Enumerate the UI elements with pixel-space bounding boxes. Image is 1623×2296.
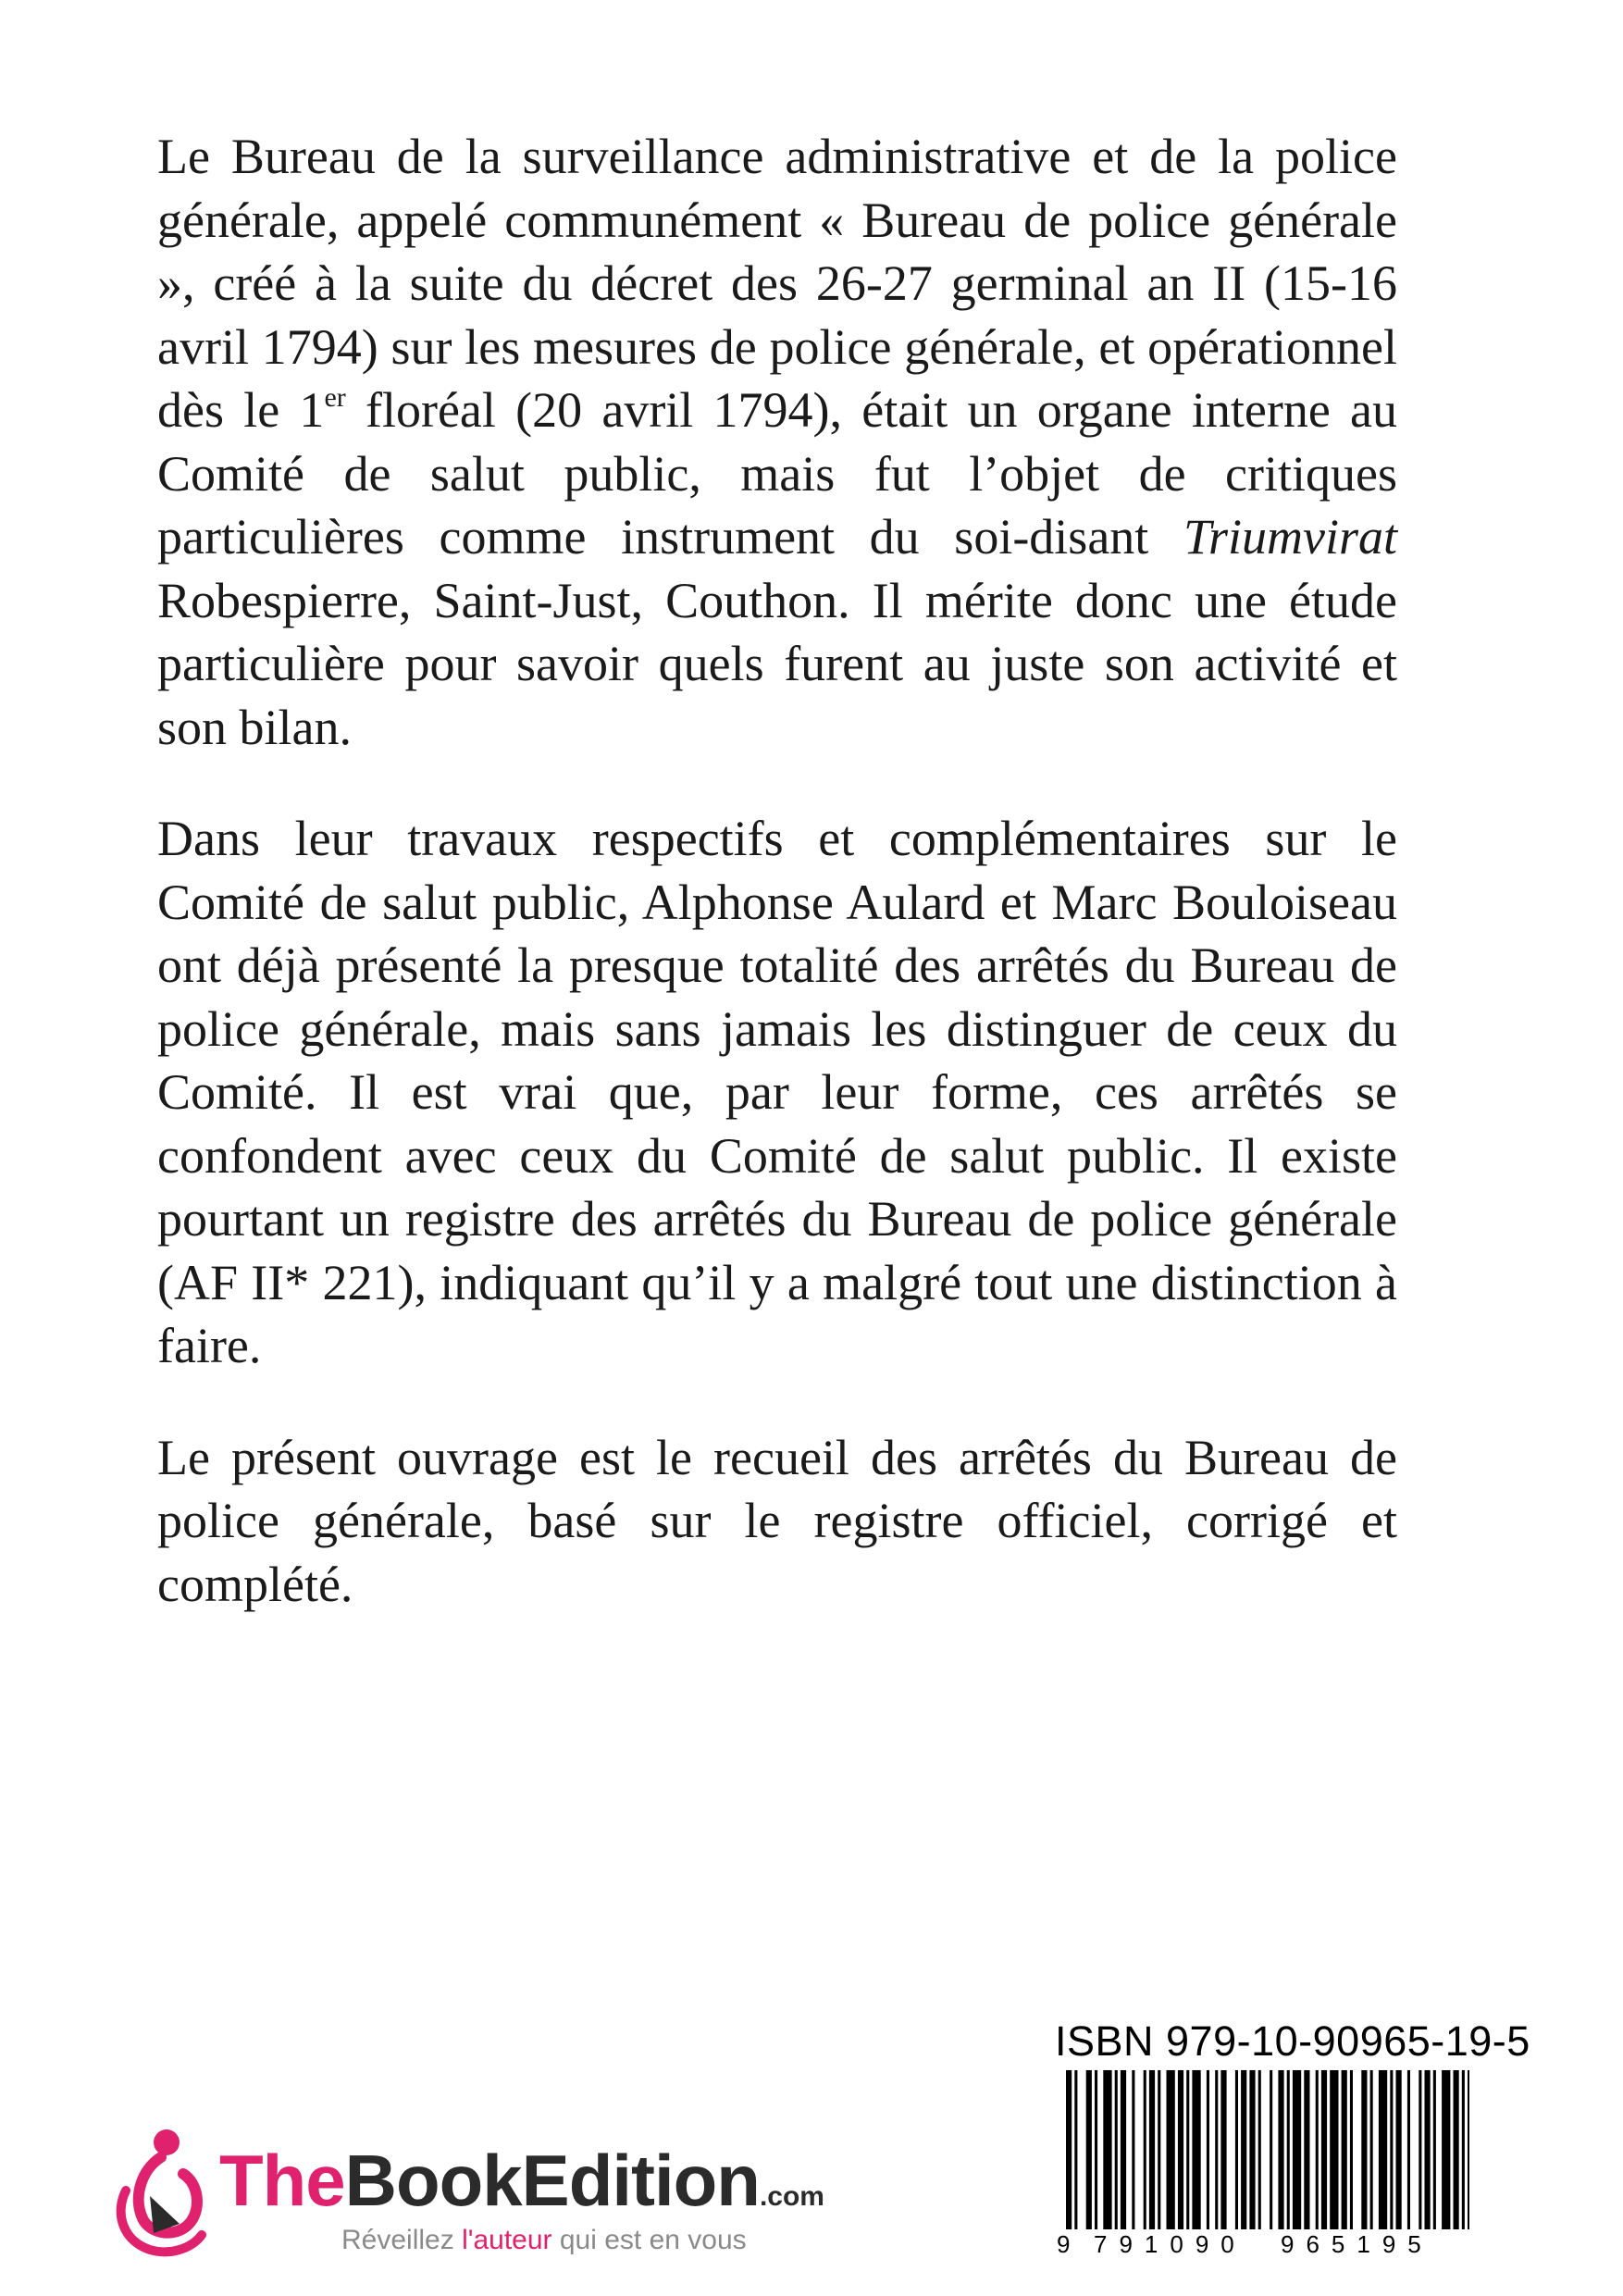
barcode-digits-left: 791090 xyxy=(1094,2230,1246,2258)
tagline-accent: l'auteur xyxy=(462,2225,552,2255)
back-cover-text xyxy=(157,125,1397,1664)
paragraph-2: Dans leur travaux respectifs et complémentaires sur le Comité de salut public, Alphonse Aulard et Marc Bouloiseau ont déjà présenté la presque totalité des arrêtés du Bureau de police générale, mais sans jamais les distinguer de ceux du Comité. Il est vrai que, par leur forme, ces arrêtés se confondent avec ceux du Comité de salut public. Il existe pourtant un registre des arrêtés du Bureau de police générale (AF II* 221), indiquant qu’il y a malgré tout une distinction à faire. xyxy=(157,811,1397,1373)
logo-wordmark xyxy=(219,2140,824,2233)
isbn-label: ISBN 979-10-90965-19-5 xyxy=(1055,2017,1530,2065)
paragraph-1 xyxy=(157,125,1397,759)
logo-domain-suffix: .com xyxy=(759,2181,824,2212)
logo-word-the: The xyxy=(219,2140,345,2221)
superscript-er: er xyxy=(324,382,346,413)
paragraph-1-text-b: floréal (20 avril 1794), était un organe interne au Comité de salut public, mais fut l’objet de critiques particulières comme instrument du soi-disant xyxy=(157,382,1398,565)
italic-triumvirat: Triumvirat xyxy=(1183,509,1397,565)
barcode-digit-lead: 9 xyxy=(1057,2230,1071,2258)
tagline-part-2: qui est en vous xyxy=(551,2225,747,2255)
thebookedition-logo xyxy=(113,2124,835,2263)
barcode-digits-right: 965195 xyxy=(1281,2230,1433,2258)
tagline-part-1: Réveillez xyxy=(341,2225,463,2255)
paragraph-1-text-c: Robespierre, Saint-Just, Couthon. Il mérite donc une étude particulière pour savoir quels furent au juste son activité et son bilan. xyxy=(157,572,1397,755)
person-ring-logo-icon xyxy=(113,2124,210,2258)
logo-tagline xyxy=(341,2225,747,2256)
paragraph-3: Le présent ouvrage est le recueil des arrêtés du Bureau de police générale, basé sur le registre officiel, corrigé et complété. xyxy=(157,1429,1397,1612)
logo-word-bookedition: BookEdition xyxy=(344,2140,760,2221)
paragraph-1-text-a: Le Bureau de la surveillance administrative et de la police générale, appelé communément « Bureau de police générale », créé à la suite du décret des 26-27 germinal an II (15-16 avril 1794) sur les mesures de police générale, et opérationnel dès le 1 xyxy=(157,129,1397,438)
